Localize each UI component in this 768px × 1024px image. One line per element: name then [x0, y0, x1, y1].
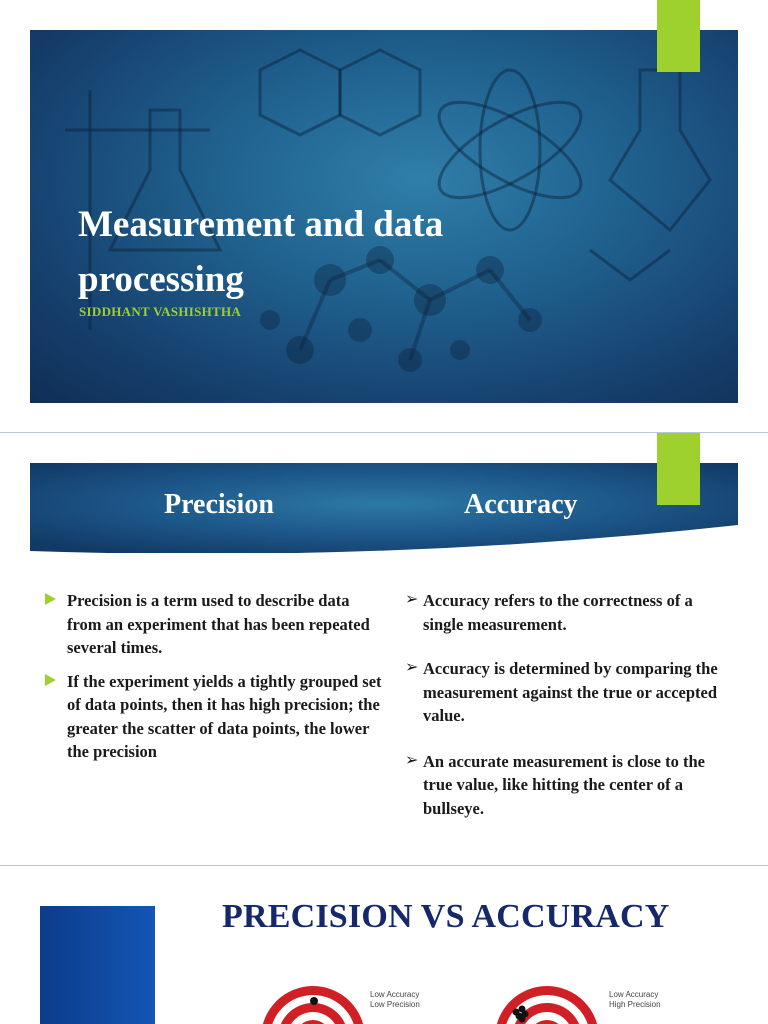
accuracy-heading: Accuracy [464, 489, 578, 520]
side-accent-bar [40, 906, 155, 1024]
target-2-label-line-2: High Precision [609, 1000, 661, 1009]
precision-accuracy-slide [0, 433, 768, 865]
precision-vs-accuracy-slide [0, 866, 768, 1024]
target-1-label [370, 990, 420, 1010]
presentation-title [78, 197, 578, 307]
title-slide [0, 0, 768, 432]
target-1-illustration [258, 983, 368, 1024]
arrow-bullet-icon: ➢ [405, 657, 419, 676]
title-line-1: Measurement and data [78, 204, 444, 245]
title-line-2: processing [78, 259, 244, 300]
heading-banner [30, 463, 738, 553]
list-item [44, 589, 384, 660]
target-2-label-line-1: Low Accuracy [609, 990, 659, 999]
list-item [405, 750, 735, 821]
precision-list [44, 589, 384, 774]
target-1-label-line-1: Low Accuracy [370, 990, 420, 999]
arrow-bullet-icon: ➢ [405, 589, 419, 608]
target-1-label-line-2: Low Precision [370, 1000, 420, 1009]
author-name: SIDDHANT VASHISHTHA [79, 304, 242, 319]
list-item [44, 670, 384, 764]
list-item-text: Precision is a term used to describe data from an experiment that has been repeated several times. [67, 591, 370, 657]
list-item [405, 589, 735, 636]
arrow-bullet-icon: ➢ [405, 749, 419, 769]
list-item [405, 657, 735, 728]
triangle-bullet-icon [45, 593, 56, 605]
list-item-text: An accurate measurement is close to the true value, like hitting the center of a bullseye. [423, 751, 705, 818]
slide-title: PRECISION VS ACCURACY [222, 898, 670, 935]
precision-heading: Precision [164, 489, 274, 520]
list-item-text: Accuracy is determined by comparing the measurement against the true or accepted value. [423, 659, 718, 725]
target-2-illustration [492, 983, 602, 1024]
triangle-bullet-icon [45, 674, 56, 686]
list-item-text: Accuracy refers to the correctness of a single measurement. [423, 591, 693, 634]
accent-tab [657, 0, 700, 72]
accuracy-list [405, 589, 735, 820]
accent-tab [657, 433, 700, 505]
list-item-text: If the experiment yields a tightly grouped set of data points, then it has high precision; the greater the scatter of data points, the lower the precision [67, 671, 382, 761]
target-2-label [609, 990, 661, 1010]
